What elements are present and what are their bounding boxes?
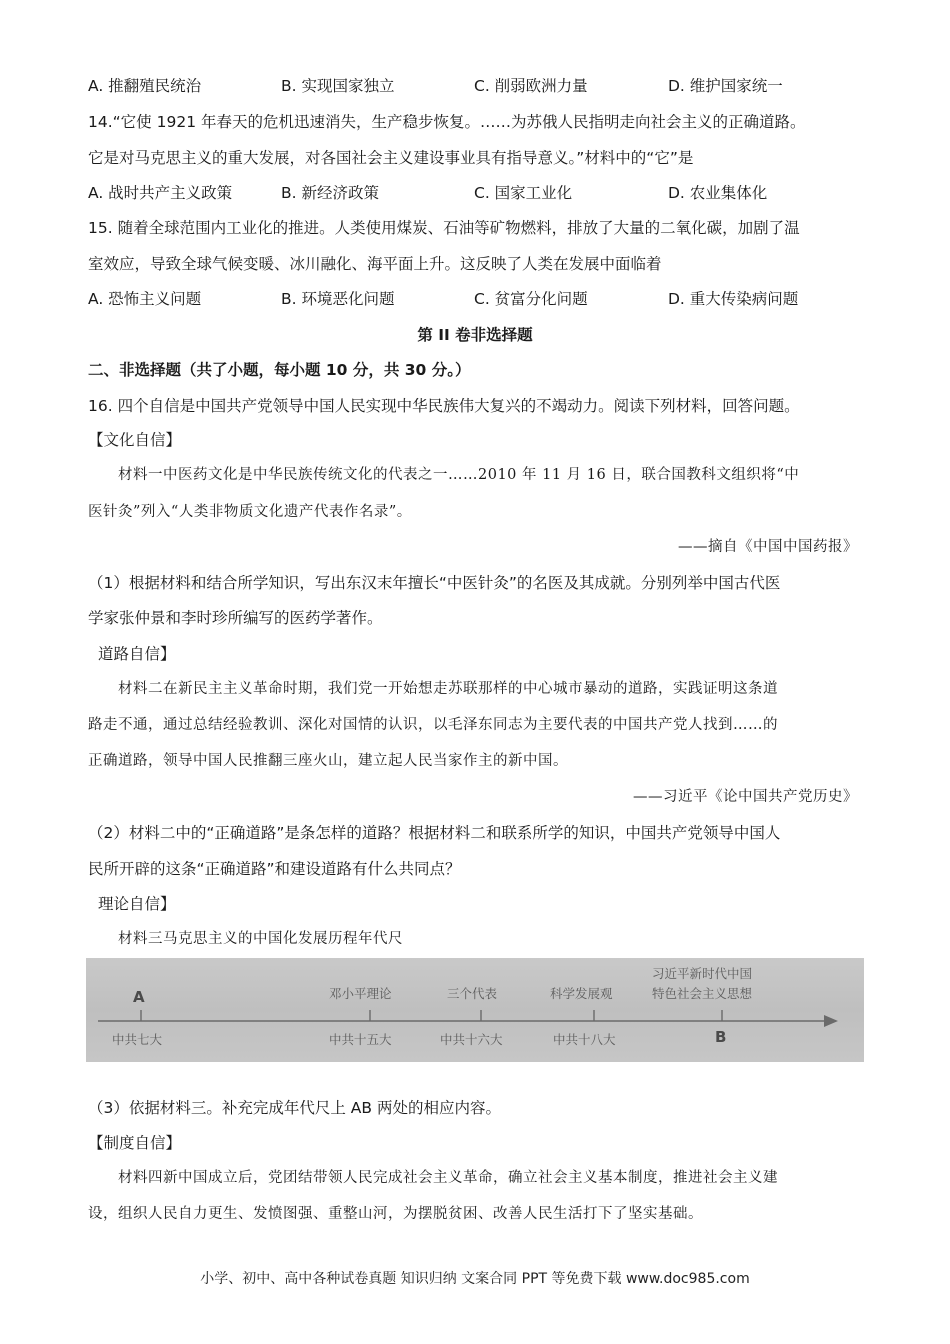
q13-option-b: B. 实现国家独立 bbox=[281, 77, 395, 95]
q14-option-c: C. 国家工业化 bbox=[474, 184, 573, 202]
timeline-label-b: B bbox=[715, 1028, 727, 1046]
q13-option-c: C. 削弱欧洲力量 bbox=[474, 77, 588, 95]
q15-option-a: A. 恐怖主义问题 bbox=[88, 290, 202, 308]
timeline-image bbox=[86, 958, 864, 1062]
road-heading: 道路自信】 bbox=[98, 645, 176, 663]
material1-line2: 医针灸”列入“人类非物质文化遗产代表作名录”。 bbox=[88, 504, 412, 520]
q14-stem-line2: 它是对马克思主义的重大发展，对各国社会主义建设事业具有指导意义。”材料中的“它”是 bbox=[88, 149, 694, 167]
timeline-label-xi-thought-1: 习近平新时代中国 bbox=[652, 966, 753, 981]
q14-option-b: B. 新经济政策 bbox=[281, 184, 379, 202]
timeline-label-7th-congress: 中共七大 bbox=[112, 1032, 163, 1047]
question3: （3）依据材料三。补充完成年代尺上 AB 两处的相应内容。 bbox=[88, 1099, 501, 1117]
culture-heading: 【文化自信】 bbox=[88, 431, 182, 449]
q14-option-d: D. 农业集体化 bbox=[668, 184, 768, 202]
footer-text: 小学、初中、高中各种试卷真题 知识归纳 文案合同 PPT 等免费下载 www.doc985.com bbox=[200, 1271, 750, 1287]
q14-stem-line1: 14.“它使 1921 年春天的危机迅速消失，生产稳步恢复。……为苏俄人民指明走向社会主义的正确道路。 bbox=[88, 113, 806, 131]
timeline-label-three-represents: 三个代表 bbox=[447, 986, 498, 1001]
part2-heading: 二、非选择题（共了小题，每小题 10 分，共 30 分。） bbox=[88, 361, 471, 379]
timeline-label-18th-congress: 中共十八大 bbox=[553, 1032, 616, 1047]
q13-option-a: A. 推翻殖民统治 bbox=[88, 77, 202, 95]
q15-option-b: B. 环境恶化问题 bbox=[281, 290, 395, 308]
material4-line1: 材料四新中国成立后，党团结带领人民完成社会主义革命，确立社会主义基本制度，推进社会主义建 bbox=[118, 1170, 778, 1186]
q15-option-d: D. 重大传染病问题 bbox=[668, 290, 799, 308]
material2-line3: 正确道路，领导中国人民推翻三座火山，建立起人民当家作主的新中国。 bbox=[88, 753, 568, 769]
material1-line1: 材料一中医药文化是中华民族传统文化的代表之一……2010 年 11 月 16 日，联合国教科文组织将“中 bbox=[118, 467, 800, 483]
question1-line2: 学家张仲景和李时珍所编写的医药学著作。 bbox=[88, 609, 383, 627]
question2-line1: （2）材料二中的“正确道路”是条怎样的道路？根据材料二和联系所学的知识，中国共产党领导中国人 bbox=[88, 824, 781, 842]
material2-line1: 材料二在新民主主义革命时期，我们党一开始想走苏联那样的中心城市暴动的道路，实践证明这条道 bbox=[118, 681, 778, 697]
timeline-label-deng: 邓小平理论 bbox=[329, 986, 392, 1001]
section-title: 第 II 卷非选择题 bbox=[417, 326, 533, 344]
theory-heading: 理论自信】 bbox=[98, 895, 176, 913]
timeline-label-xi-thought-2: 特色社会主义思想 bbox=[652, 986, 753, 1001]
timeline-label-scientific-outlook: 科学发展观 bbox=[550, 986, 613, 1001]
material2-line2: 路走不通，通过总结经验教训、深化对国情的认识，以毛泽东同志为主要代表的中国共产党人找到……的 bbox=[88, 717, 778, 733]
q13-option-d: D. 维护国家统一 bbox=[668, 77, 783, 95]
q14-option-a: A. 战时共产主义政策 bbox=[88, 184, 233, 202]
material1-source: ——摘自《中国中国药报》 bbox=[678, 539, 858, 555]
q15-stem-line1: 15. 随着全球范围内工业化的推进。人类使用煤炭、石油等矿物燃料，排放了大量的二氧化碳，加剧了温 bbox=[88, 219, 800, 237]
q15-option-c: C. 贫富分化问题 bbox=[474, 290, 588, 308]
timeline-label-16th-congress: 中共十六大 bbox=[440, 1032, 503, 1047]
system-heading: 【制度自信】 bbox=[88, 1134, 182, 1152]
material2-source: ——习近平《论中国共产党历史》 bbox=[633, 789, 858, 805]
q13-options bbox=[88, 75, 868, 97]
question2-line2: 民所开辟的这条“正确道路”和建设道路有什么共同点？ bbox=[88, 860, 461, 878]
question1-line1: （1）根据材料和结合所学知识，写出东汉末年擅长“中医针灸”的名医及其成就。分别列举中国古代医 bbox=[88, 574, 781, 592]
material3-title: 材料三马克思主义的中国化发展历程年代尺 bbox=[118, 931, 403, 947]
q16-intro: 16. 四个自信是中国共产党领导中国人民实现中华民族伟大复兴的不竭动力。阅读下列材料，回答问题。 bbox=[88, 397, 800, 415]
timeline-label-15th-congress: 中共十五大 bbox=[329, 1032, 392, 1047]
timeline-label-a: A bbox=[133, 988, 145, 1006]
q15-options bbox=[88, 288, 868, 310]
q15-stem-line2: 室效应，导致全球气候变暖、冰川融化、海平面上升。这反映了人类在发展中面临着 bbox=[88, 255, 662, 273]
material4-line2: 设，组织人民自力更生、发愤图强、重整山河，为摆脱贫困、改善人民生活打下了坚实基础。 bbox=[88, 1206, 703, 1222]
q14-options bbox=[88, 182, 868, 204]
